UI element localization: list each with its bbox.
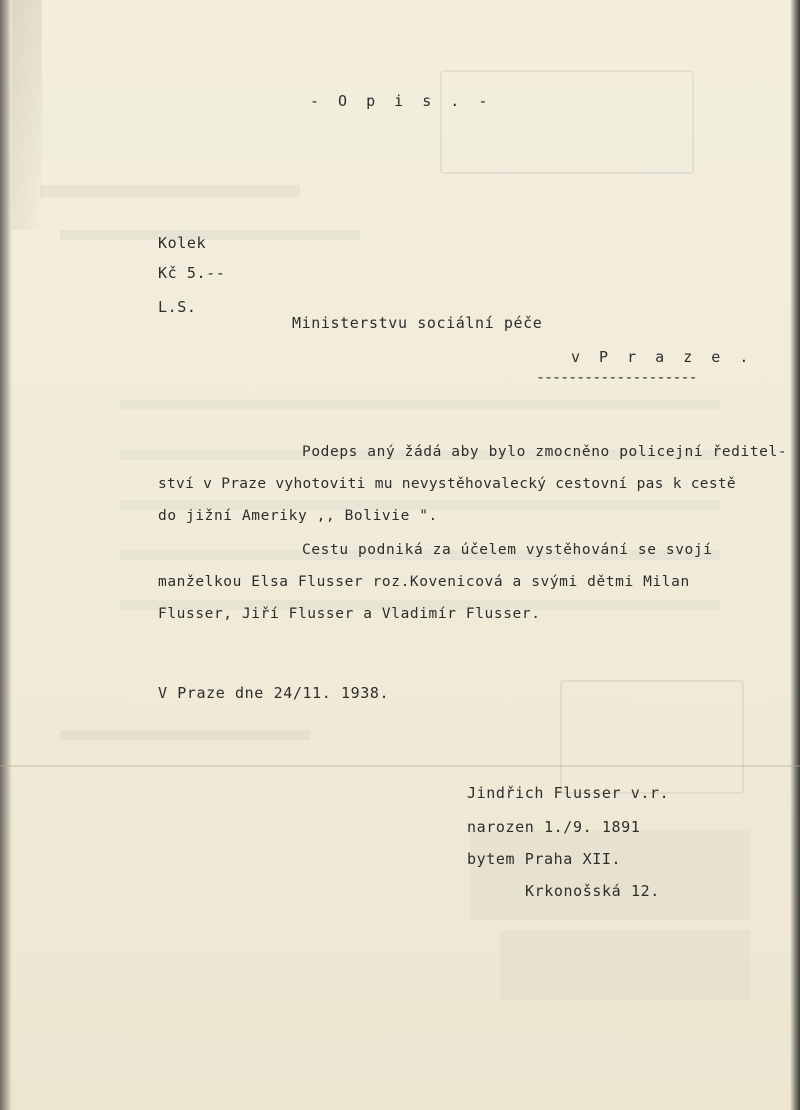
- body-line: Podeps aný žádá aby bylo zmocněno policejní ředitel-: [302, 444, 788, 460]
- recipient-name: Ministerstvu sociální péče: [292, 314, 543, 332]
- scan-edge-left: [0, 0, 12, 1110]
- body-line: Flusser, Jiří Flusser a Vladimír Flusser.: [158, 606, 541, 622]
- date-line: V Praze dne 24/11. 1938.: [158, 684, 390, 702]
- recipient-city: v P r a z e .: [571, 348, 754, 366]
- recipient-underline: --------------------: [536, 368, 697, 386]
- bleed-through-line: [60, 730, 310, 740]
- body-line: do jižní Ameriky ,, Bolivie ".: [158, 508, 438, 524]
- signature-street: Krkonošská 12.: [525, 882, 660, 900]
- document-header: - O p i s . -: [310, 92, 493, 110]
- bleed-through-stamp: [560, 680, 744, 794]
- body-line: manželkou Elsa Flusser roz.Kovenicová a svými dětmi Milan: [158, 574, 690, 590]
- signature-address: bytem Praha XII.: [467, 850, 622, 868]
- seal-mark: L.S.: [158, 298, 197, 316]
- bleed-through-stamp: [440, 70, 694, 174]
- signature-birth: narozen 1./9. 1891: [467, 818, 641, 836]
- body-line: ství v Praze vyhotoviti mu nevystěhovalecký cestovní pas k cestě: [158, 476, 736, 492]
- bleed-through-line: [40, 185, 300, 197]
- bleed-through-scribble: [470, 830, 750, 920]
- body-line: Cestu podniká za účelem vystěhování se svojí: [302, 542, 713, 558]
- bleed-through-line: [60, 230, 360, 240]
- scan-edge-right: [790, 0, 800, 1110]
- signature-name: Jindřich Flusser v.r.: [467, 784, 670, 802]
- bleed-through-line: [120, 400, 720, 410]
- stamp-label: Kolek: [158, 234, 207, 252]
- stamp-value: Kč 5.--: [158, 264, 226, 282]
- bleed-through-scribble: [500, 930, 750, 1000]
- paper-fold: [12, 0, 42, 230]
